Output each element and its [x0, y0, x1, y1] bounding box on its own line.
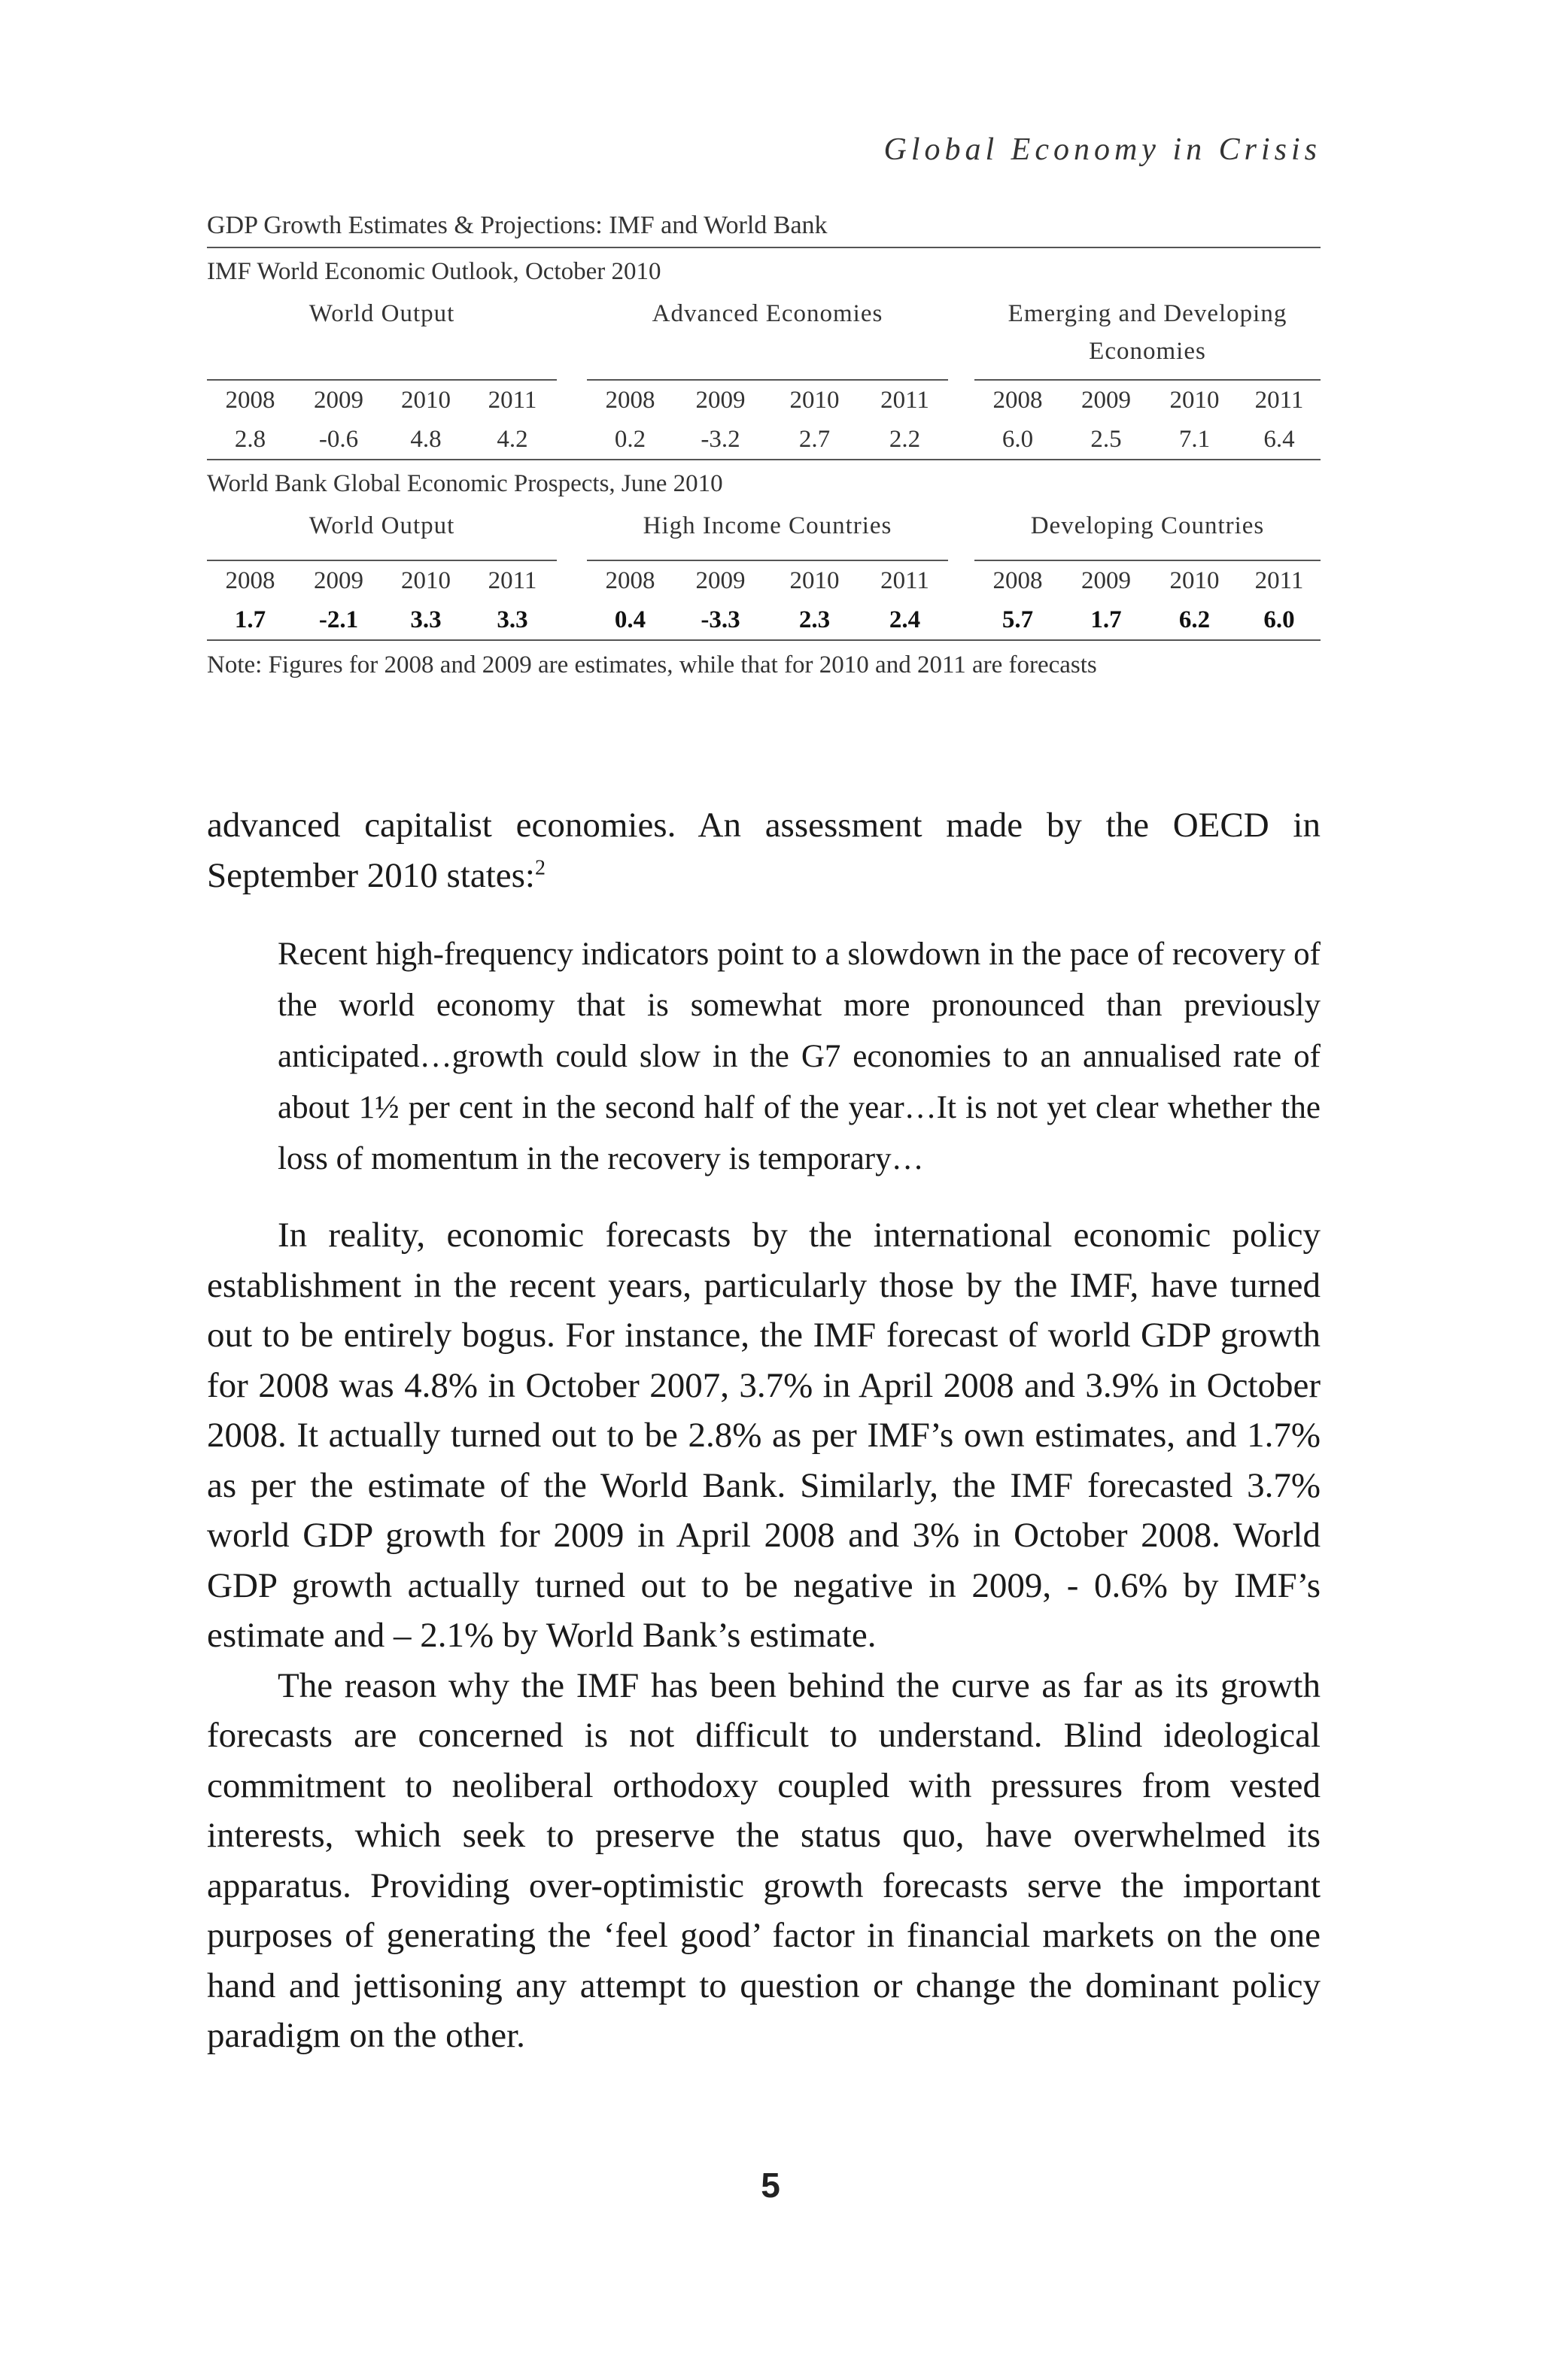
value-cell: 4.2 — [497, 426, 528, 453]
value-cell: 2.7 — [798, 426, 831, 453]
year-cell: 2010 — [789, 387, 840, 414]
value-cell: 2.2 — [889, 426, 921, 453]
year-cell: 2008 — [992, 567, 1043, 594]
group-label: Advanced Economies — [652, 300, 883, 327]
year-cell: 2010 — [1169, 387, 1220, 414]
group-underline — [974, 560, 1321, 561]
group-label: World Output — [309, 300, 455, 327]
year-cell: 2008 — [225, 567, 275, 594]
gdp-growth-table — [207, 205, 1321, 689]
year-cell: 2011 — [880, 387, 929, 414]
year-cell: 2009 — [1081, 567, 1131, 594]
group-label: Emerging and Developing Economies — [1008, 300, 1287, 365]
value-cell: 0.4 — [614, 606, 646, 633]
value-cell: 2.4 — [889, 606, 921, 633]
year-row-imf — [207, 381, 1321, 420]
page-number: 5 — [761, 2166, 780, 2205]
year-cell: 2008 — [605, 387, 655, 414]
year-cell: 2009 — [695, 387, 746, 414]
year-cell: 2011 — [1254, 387, 1304, 414]
year-cell: 2009 — [1081, 387, 1131, 414]
value-cell: 6.2 — [1178, 606, 1211, 633]
year-cell: 2011 — [488, 387, 537, 414]
value-cell: -0.6 — [318, 426, 359, 453]
year-cell: 2010 — [1169, 567, 1220, 594]
group-header-row-world-bank — [207, 507, 1321, 561]
year-cell: 2011 — [880, 567, 929, 594]
value-cell: 2.8 — [234, 426, 266, 453]
year-cell: 2011 — [1254, 567, 1304, 594]
group-underline — [587, 379, 948, 381]
value-cell: 5.7 — [1001, 606, 1034, 633]
year-cell: 2009 — [695, 567, 746, 594]
group-underline — [974, 379, 1321, 381]
value-cell: -3.2 — [701, 426, 740, 453]
section-title-imf: IMF World Economic Outlook, October 2010 — [207, 258, 661, 285]
year-cell: 2010 — [401, 387, 451, 414]
group-label: Developing Countries — [1030, 512, 1265, 539]
running-head: Global Economy in Crisis — [883, 132, 1321, 167]
value-cell: 6.0 — [1001, 426, 1034, 453]
year-cell: 2008 — [605, 567, 655, 594]
group-header-row-imf — [207, 295, 1321, 381]
value-cell: 3.3 — [410, 606, 442, 633]
year-cell: 2008 — [225, 387, 275, 414]
value-cell: 2.3 — [798, 606, 831, 633]
value-row-world-bank — [207, 600, 1321, 639]
section-title-world-bank: World Bank Global Economic Prospects, June 2010 — [207, 470, 723, 497]
value-cell: 2.5 — [1090, 426, 1122, 453]
year-cell: 2008 — [992, 387, 1043, 414]
year-cell: 2009 — [314, 567, 363, 594]
group-label: High Income Countries — [643, 512, 892, 539]
body-text — [207, 800, 1321, 2061]
paragraph — [207, 800, 1321, 900]
value-cell: 6.4 — [1263, 426, 1295, 453]
paragraph: The reason why the IMF has been behind the curve as far as its growth forecasts are concerned is not difficult to understand. Blind ideological commitment to neoliberal orthodoxy coupled with pressures from vested interests, which seek to preserve the status quo, have overwhelmed its apparatus. Providing over-optimistic growth forecasts serve the important purposes of generating the ‘feel good’ factor in financial markets on the one hand and jettisoning any attempt to question or change the dominant policy paradigm on the other. — [207, 1665, 1321, 2055]
paragraph: In reality, economic forecasts by the international economic policy establishment in the recent years, particularly those by the IMF, have turned out to be entirely bogus. For instance, the IMF forecast of world GDP growth for 2008 was 4.8% in October 2007, 3.7% in April 2008 and 3.9% in October 2008. It actually turned out to be 2.8% as per IMF’s own estimates, and 1.7% as per the estimate of the World Bank. Similarly, the IMF forecasted 3.7% world GDP growth for 2009 in April 2008 and 3% in October 2008. World GDP growth actually turned out to be negative in 2009, - 0.6% by IMF’s estimate and – 2.1% by World Bank’s estimate. — [207, 1216, 1321, 1655]
year-cell: 2009 — [314, 387, 363, 414]
group-underline — [207, 379, 557, 381]
value-cell: 1.7 — [234, 606, 266, 633]
table-title: GDP Growth Estimates & Projections: IMF and World Bank — [207, 211, 828, 239]
value-cell: 4.8 — [410, 426, 442, 453]
group-underline — [587, 560, 948, 561]
year-row-world-bank — [207, 561, 1321, 600]
paragraph-text: advanced capitalist economies. An assessment made by the OECD in September 2010 states: — [207, 806, 1321, 895]
value-cell: 3.3 — [497, 606, 528, 633]
year-cell: 2010 — [789, 567, 840, 594]
value-cell: 0.2 — [614, 426, 646, 453]
table-note: Note: Figures for 2008 and 2009 are estimates, while that for 2010 and 2011 are forecasts — [207, 651, 1097, 678]
value-cell: 1.7 — [1090, 606, 1122, 633]
value-cell: -3.3 — [701, 606, 740, 633]
value-cell: 7.1 — [1178, 426, 1211, 453]
value-cell: -2.1 — [318, 606, 359, 633]
footnote-marker: 2 — [534, 855, 546, 879]
value-row-imf — [207, 420, 1321, 459]
group-label: World Output — [309, 512, 455, 539]
group-underline — [207, 560, 557, 561]
block-quote: Recent high-frequency indicators point to a slowdown in the pace of recovery of the world economy that is somewhat more pronounced than previously anticipated…growth could slow in the G7 economies to an annualised rate of about 1½ per cent in the second half of the year…It is not yet clear whether the loss of momentum in the recovery is temporary… — [278, 937, 1321, 1176]
year-cell: 2010 — [401, 567, 451, 594]
value-cell: 6.0 — [1263, 606, 1295, 633]
year-cell: 2011 — [488, 567, 537, 594]
